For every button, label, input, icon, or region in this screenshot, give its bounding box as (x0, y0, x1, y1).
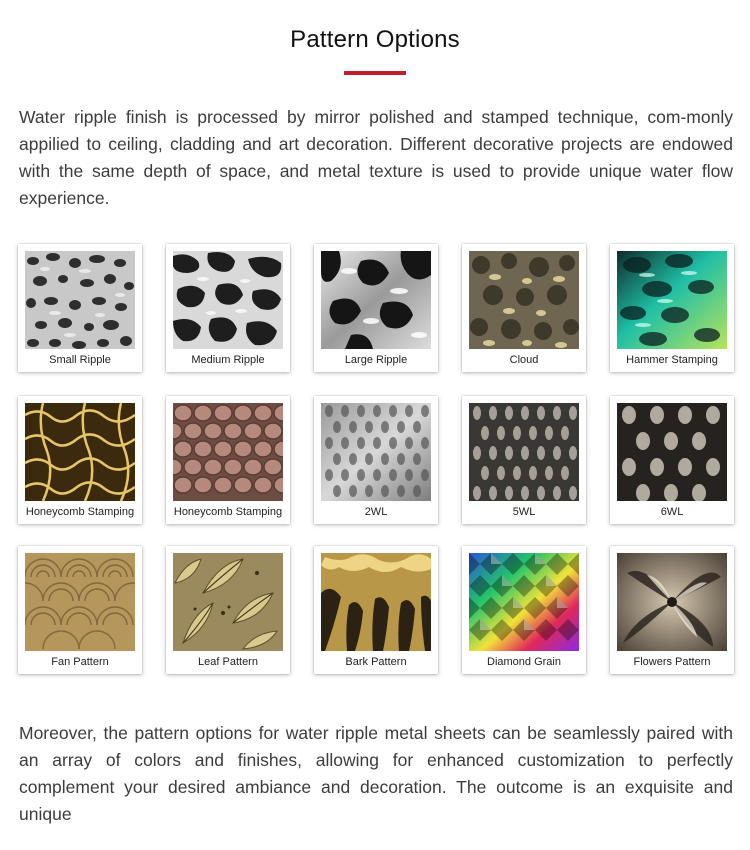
pattern-card-leaf-pattern[interactable] (166, 546, 290, 674)
pattern-card-flowers-pattern[interactable] (610, 546, 734, 674)
diamond-grain-swatch (469, 553, 579, 651)
pattern-card-diamond-grain[interactable] (462, 546, 586, 674)
pattern-card-small-ripple[interactable] (18, 244, 142, 372)
pattern-card-honeycomb-stamping-gold[interactable] (18, 396, 142, 524)
honeycomb-gold-swatch (25, 403, 135, 501)
medium-ripple-swatch (173, 251, 283, 349)
page-title: Pattern Options (290, 26, 460, 53)
pattern-label: Cloud (509, 354, 539, 366)
pattern-card-2wl[interactable] (314, 396, 438, 524)
5wl-swatch (469, 403, 579, 501)
pattern-label: Leaf Pattern (198, 656, 258, 668)
pattern-card-honeycomb-stamping-copper[interactable] (166, 396, 290, 524)
pattern-label: Diamond Grain (487, 656, 561, 668)
pattern-label: Medium Ripple (191, 354, 265, 366)
pattern-label: Honeycomb Stamping (173, 506, 283, 518)
pattern-label: Bark Pattern (345, 656, 407, 668)
pattern-label: 2WL (364, 506, 388, 518)
outro-paragraph: Moreover, the pattern options for water ripple metal sheets can be seamlessly paired with an array of colors and finishes, allowing for enhanced customization to perfectly complement your desired ambiance and decoration. The outcome is an exquisite and unique (19, 723, 733, 824)
pattern-label: Flowers Pattern (633, 656, 711, 668)
pattern-label: Small Ripple (49, 354, 111, 366)
pattern-card-cloud[interactable] (462, 244, 586, 372)
leaf-pattern-swatch (173, 553, 283, 651)
2wl-swatch (321, 403, 431, 501)
pattern-card-large-ripple[interactable] (314, 244, 438, 372)
fan-pattern-swatch (25, 553, 135, 651)
pattern-card-medium-ripple[interactable] (166, 244, 290, 372)
title-underline (344, 71, 406, 75)
pattern-card-bark-pattern[interactable] (314, 546, 438, 674)
pattern-card-fan-pattern[interactable] (18, 546, 142, 674)
cloud-swatch (469, 251, 579, 349)
pattern-card-6wl[interactable] (610, 396, 734, 524)
pattern-label: Hammer Stamping (626, 354, 718, 366)
6wl-swatch (617, 403, 727, 501)
pattern-label: 6WL (660, 506, 684, 518)
pattern-card-hammer-stamping[interactable] (610, 244, 734, 372)
bark-pattern-swatch (321, 553, 431, 651)
small-ripple-swatch (25, 251, 135, 349)
hammer-stamping-swatch (617, 251, 727, 349)
pattern-label: 5WL (512, 506, 536, 518)
pattern-label: Large Ripple (344, 354, 408, 366)
flowers-pattern-swatch (617, 553, 727, 651)
pattern-label: Fan Pattern (51, 656, 109, 668)
honeycomb-copper-swatch (173, 403, 283, 501)
pattern-grid (18, 244, 732, 676)
large-ripple-swatch (321, 251, 431, 349)
intro-paragraph: Water ripple finish is processed by mirror polished and stamped technique, com‐monly appilied to ceiling, cladding and art decoration. Different decorative projects are endowed with the same depth of space, and metal texture is used to provide unique water flow experience. (19, 107, 733, 208)
pattern-card-5wl[interactable] (462, 396, 586, 524)
pattern-label: Honeycomb Stamping (25, 506, 135, 518)
